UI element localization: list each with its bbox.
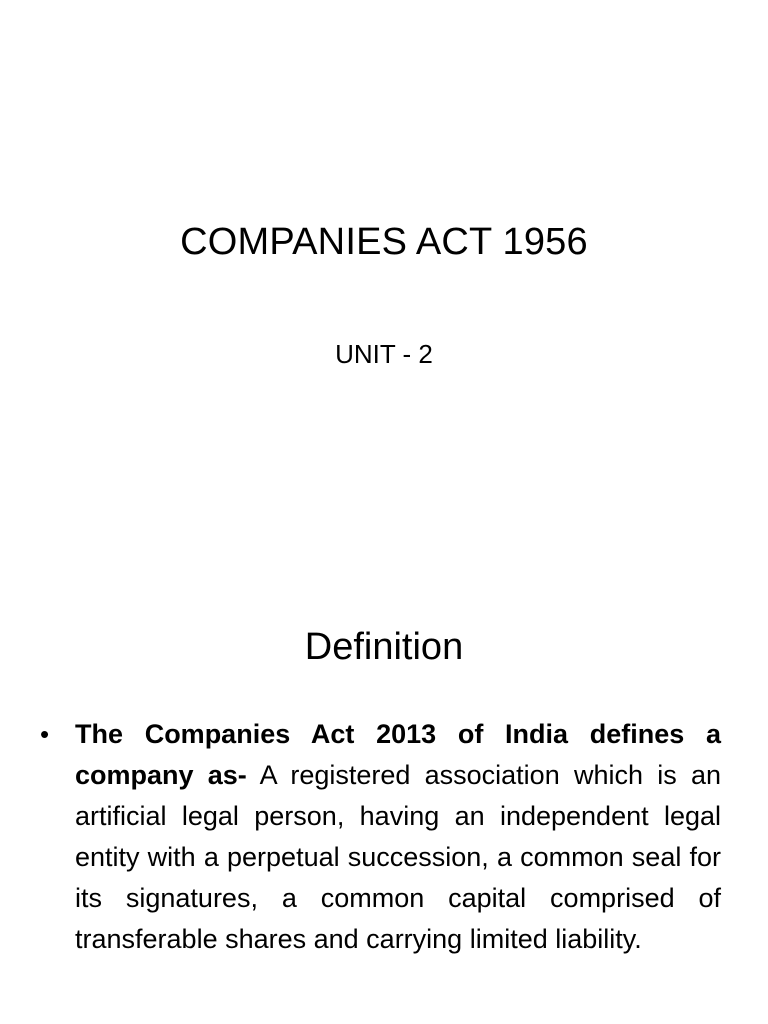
presentation-subtitle: UNIT - 2 <box>335 339 433 369</box>
bullet-body-text: A registered association which is an artificial legal person, having an independent legal entity with a perpetual succession, a common seal for its signatures, a common capital comprised of transferable shares and carrying limited liability. <box>75 760 721 954</box>
presentation-title: COMPANIES ACT 1956 <box>180 221 588 263</box>
bullet-bold-lead: The Companies Act 2013 of India defines a company as- <box>75 719 721 790</box>
bullet-icon: • <box>40 719 50 749</box>
bullet-item <box>75 714 721 960</box>
slide-heading: Definition <box>304 626 464 668</box>
slide-definition <box>0 512 768 1024</box>
